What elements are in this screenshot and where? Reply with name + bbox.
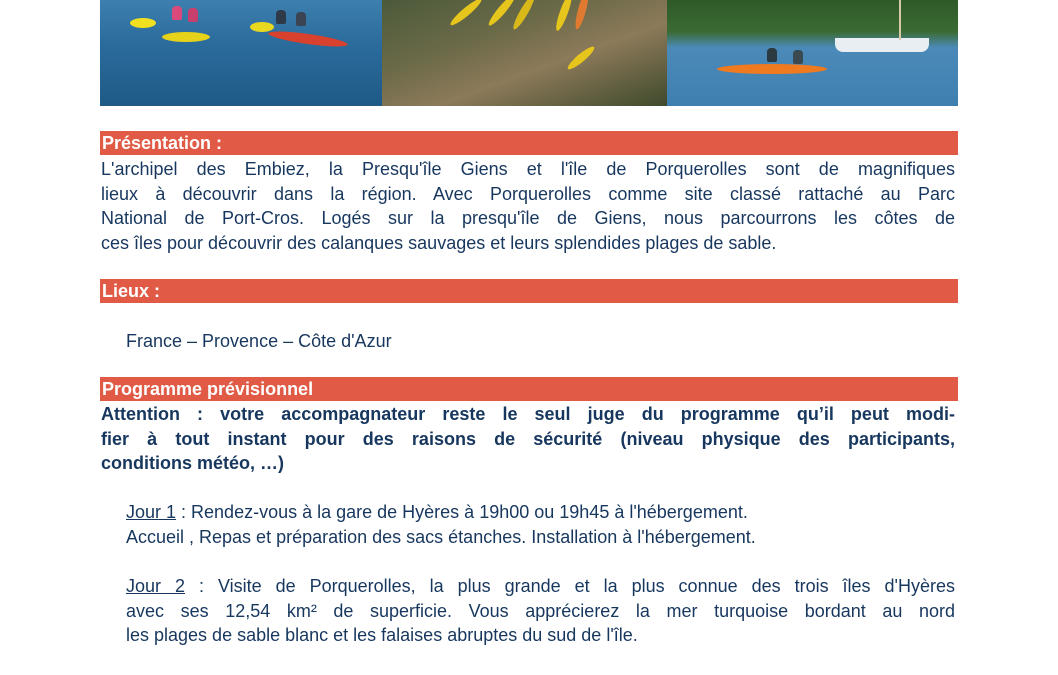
day-1-line: Accueil , Repas et préparation des sacs étanches. Installation à l'hébergement. — [126, 526, 756, 547]
warning-line: fier à tout instant pour des raisons de sécurité (niveau physique des participants, — [101, 428, 955, 449]
day-2-label: Jour 2 — [126, 576, 185, 596]
day-1 — [126, 500, 955, 549]
presentation-line: ces îles pour découvrir des calanques sauvages et leurs splendides plages de sable. — [101, 232, 777, 253]
warning-line: Attention : votre accompagnateur reste le seul juge du programme qu’il peut modi- — [101, 404, 955, 424]
programme-heading: Programme prévisionnel — [100, 377, 958, 401]
day-2 — [126, 574, 955, 648]
day-1-label: Jour 1 — [126, 502, 177, 522]
day-2-first-line: : Visite de Porquerolles, la plus grande et la plus connue des trois îles d'Hyères — [185, 576, 955, 596]
day-1-first-line: : Rendez-vous à la gare de Hyères à 19h00 ou 19h45 à l'hébergement. — [176, 502, 748, 522]
day-2-line: avec ses 12,54 km² de superficie. Vous apprécierez la mer turquoise bordant au nord — [126, 600, 955, 621]
photo-kayakers-on-sea — [100, 0, 382, 106]
presentation-text — [101, 157, 955, 255]
lieux-location — [126, 329, 955, 354]
programme-warning — [101, 402, 955, 476]
lieux-value: France – Provence – Côte d'Azur — [126, 331, 392, 351]
presentation-line: lieux à découvrir dans la région. Avec Porquerolles comme site classé rattaché au Parc — [101, 183, 955, 204]
warning-line: conditions météo, …) — [101, 453, 285, 473]
presentation-line: National de Port-Cros. Logés sur la presqu'île de Giens, nous parcourrons les côtes de — [101, 208, 955, 228]
presentation-line: L'archipel des Embiez, la Presqu'île Giens et l'île de Porquerolles sont de magnifiques — [101, 159, 955, 179]
header-photo-strip — [100, 0, 958, 106]
photo-kayaks-on-beach — [382, 0, 667, 106]
photo-kayakers-near-boat — [667, 0, 958, 106]
day-2-line: les plages de sable blanc et les falaises abruptes du sud de l'île. — [126, 625, 638, 645]
lieux-heading: Lieux : — [100, 279, 958, 303]
presentation-heading: Présentation : — [100, 131, 958, 155]
